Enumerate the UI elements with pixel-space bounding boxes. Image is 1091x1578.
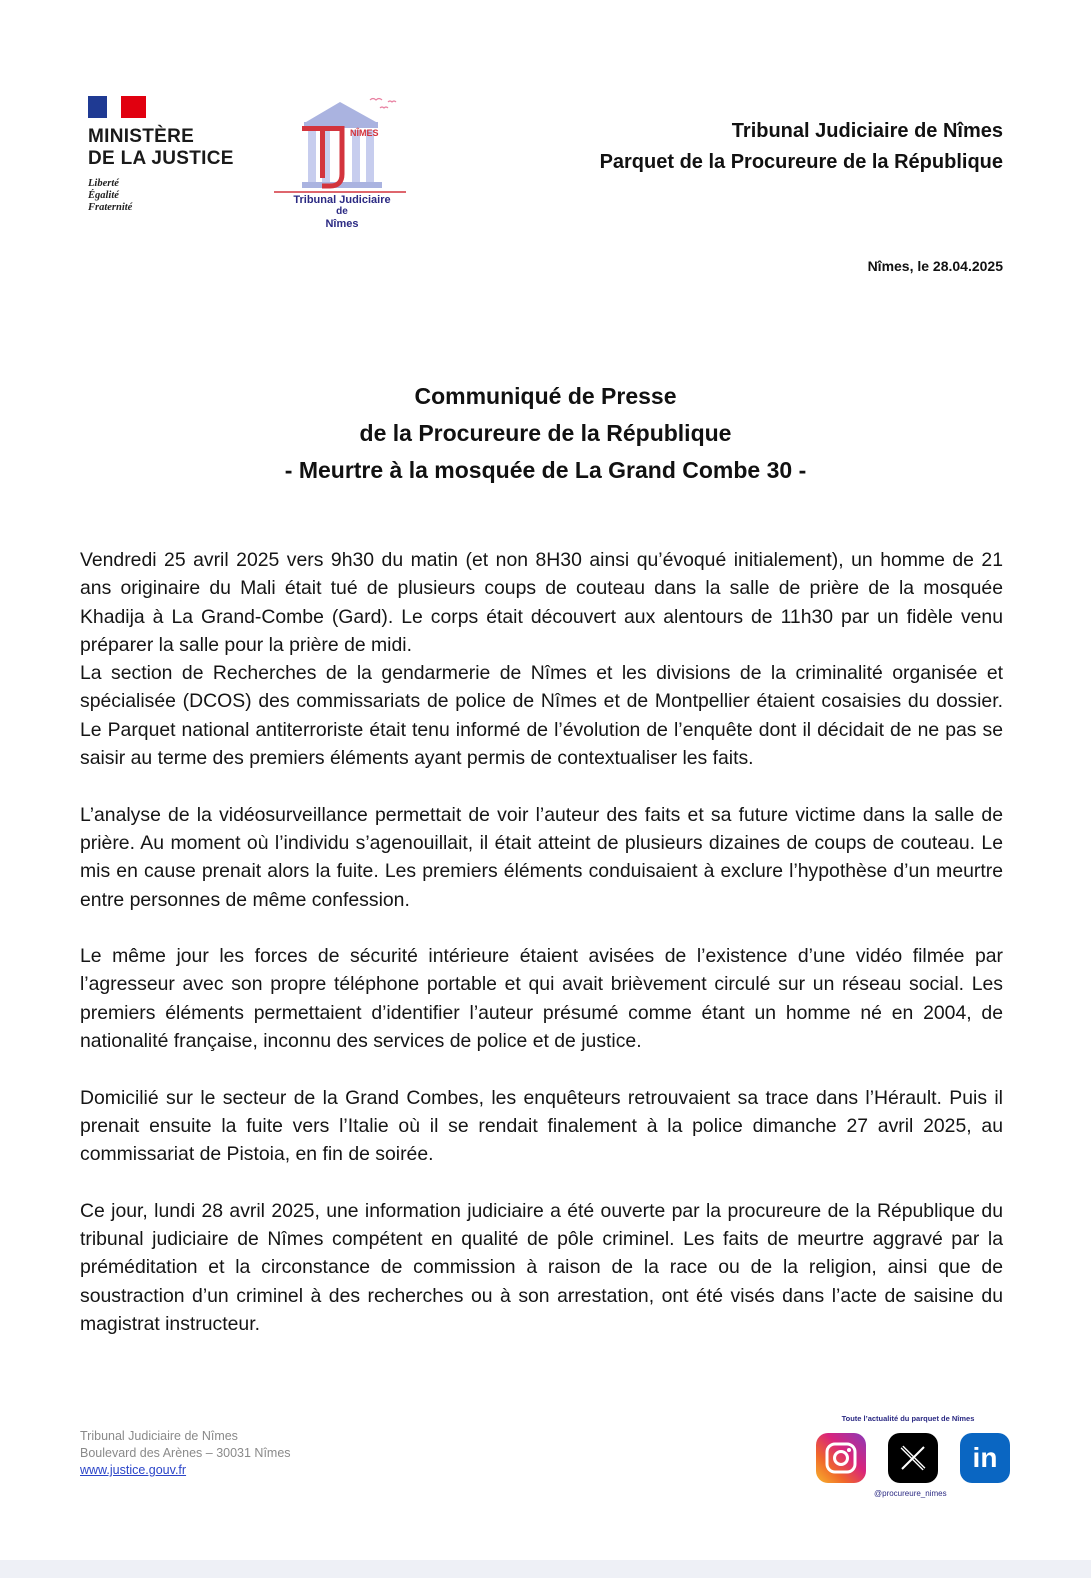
- issuer-office: Parquet de la Procureure de la République: [599, 151, 1003, 173]
- issuer-header: [600, 116, 1003, 178]
- social-media-block: [816, 1414, 1016, 1498]
- republic-motto: Liberté Égalité Fraternité: [88, 178, 133, 213]
- issuer-court: Tribunal Judiciaire de Nîmes: [731, 120, 1003, 142]
- tribunal-logo-label: Tribunal Judiciaire de Nîmes: [293, 194, 391, 230]
- paragraph-3: L’analyse de la vidéosurveillance permettait de voir l’auteur des faits et sa future victime dans la salle de prière. Au moment où l’individu s’agenouillait, il était atteint de plusieurs dizaines de coups de couteau. Le mis en cause prenait alors la fuite. Les premiers éléments conduisaient à exclure l’hypothèse d’un meurtre entre personnes de même confession.: [80, 803, 1003, 911]
- svg-text:NÎMES: NÎMES: [350, 128, 379, 138]
- paragraph-5: Domicilié sur le secteur de la Grand Combes, les enquêteurs retrouvaient sa trace dans l’Hérault. Puis il prenait ensuite la fuite vers l’Italie où il se rendait finalement à la police dimanche 27 avril 2025, au commissariat de Pistoia, en fin de soirée.: [80, 1086, 1003, 1166]
- paragraph-6: Ce jour, lundi 28 avril 2025, une information judiciaire a été ouverte par la procureure de la République du tribunal judiciaire de Nîmes compétent en qualité de pôle criminel. Les faits de meurtre aggravé par la préméditation et la circonstance de commission à raison de la race ou de la religion, ainsi que de soustraction d’un criminel à des recherches ou à son arrestation, ont été visés dans l’acte de saisine du magistrat instructeur.: [80, 1199, 1003, 1336]
- paragraph-2: La section de Recherches de la gendarmerie de Nîmes et les divisions de la criminalité organisée et spécialisée (DCOS) des commissariats de police de Nîmes et de Montpellier étaient cosaisies du dossier. Le Parquet national antiterroriste était tenu informé de l’évolution de l’enquête dont il décidait de ne pas se saisir au terme des premiers éléments ayant permis de contextualiser les faits.: [80, 662, 1003, 770]
- press-release-title: Communiqué de Presse de la Procureure de la République - Meurtre à la mosquée de La Grand Combe 30 -: [284, 383, 807, 483]
- justice-website-link[interactable]: www.justice.gouv.fr: [80, 1463, 187, 1477]
- issue-date: Nîmes, le 28.04.2025: [867, 258, 1003, 274]
- footer-address: Tribunal Judiciaire de Nîmes Boulevard des Arènes – 30031 Nîmes www.justice.gouv.fr: [80, 1429, 291, 1477]
- tribunal-judiciaire-logo: [272, 96, 412, 236]
- bottom-bar: [0, 1560, 1091, 1578]
- instagram-icon[interactable]: [816, 1433, 866, 1483]
- ministry-name: MINISTÈRE DE LA JUSTICE: [88, 126, 234, 169]
- press-release-body: [80, 546, 1003, 1367]
- ministry-of-justice-logo: [88, 96, 258, 214]
- x-icon[interactable]: [888, 1433, 938, 1483]
- paragraph-4: Le même jour les forces de sécurité intérieure étaient avisées de l’existence d’une vidéo filmée par l’agresseur avec son propre téléphone portable et qui avait brièvement circulé sur un réseau social. Les premiers éléments permettaient d’identifier l’auteur présumé comme étant un homme né en 2004, de nationalité française, inconnu des services de police et de justice.: [80, 945, 1003, 1053]
- paragraph-1: Vendredi 25 avril 2025 vers 9h30 du matin (et non 8H30 ainsi qu’évoqué initialement), un homme de 21 ans originaire du Mali était tué de plusieurs coups de couteau dans la salle de prière de la mosquée Khadija à La Grand-Combe (Gard). Le corps était découvert aux alentours de 11h30 par un fidèle venu préparer la salle pour la prière de midi.: [80, 549, 1003, 656]
- social-handle: @procureure_nimes: [874, 1489, 947, 1498]
- linkedin-icon[interactable]: in: [960, 1433, 1010, 1483]
- social-caption: Toute l’actualité du parquet de Nîmes: [841, 1414, 975, 1423]
- courthouse-icon: [272, 96, 412, 196]
- marianne-flag-icon: [88, 96, 146, 118]
